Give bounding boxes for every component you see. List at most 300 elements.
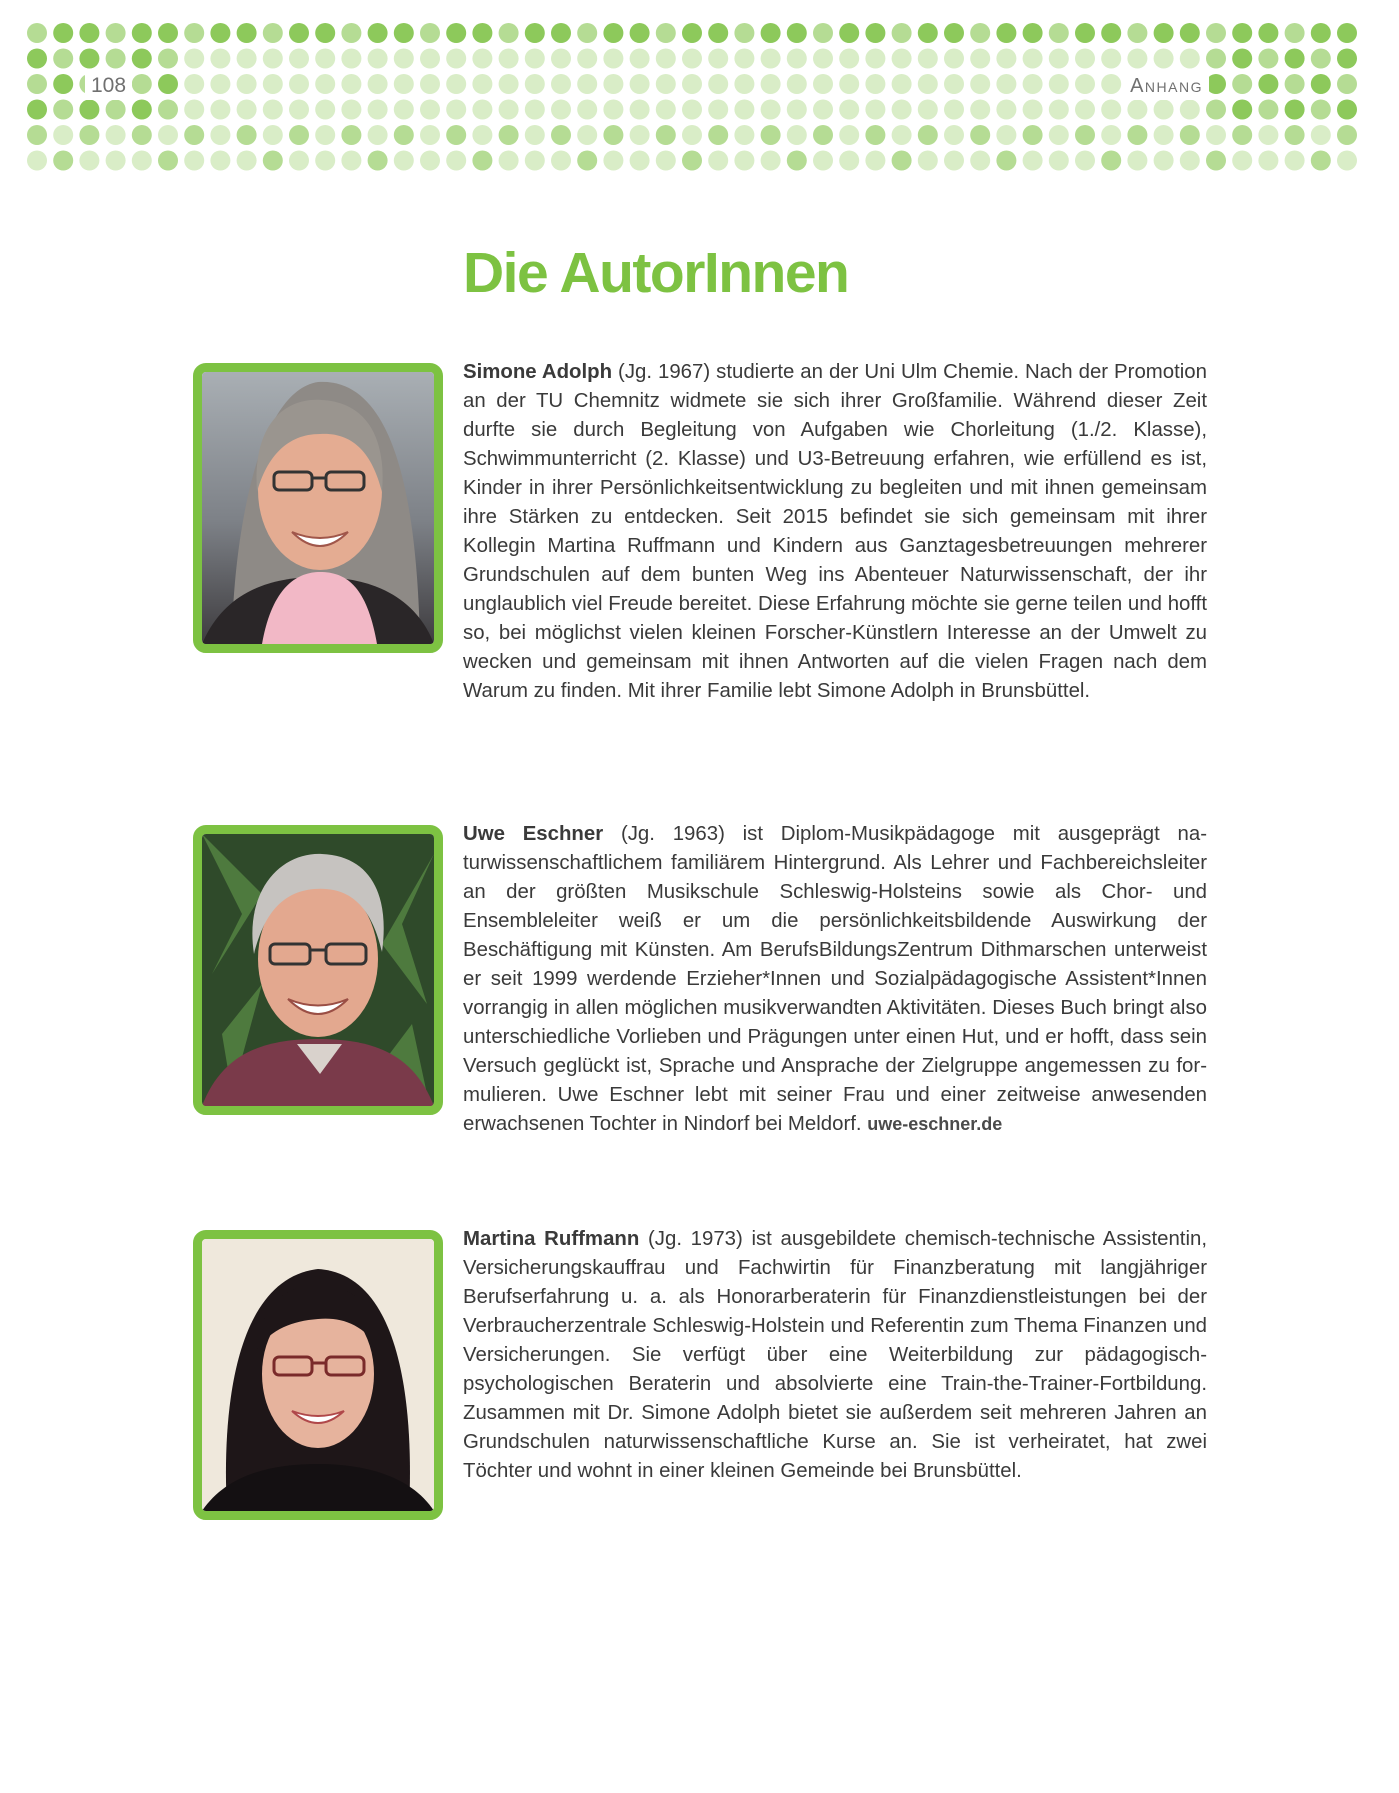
author-bio-text: (Jg. 1973) ist ausgebildete chemisch-technische Assistentin, Versicherungskauffrau und Fachwirtin für Finanzberatung mit langjähriger Berufserfahrung u. a. als Honorarberaterin für Finanzdienstleistungen bei der Verbraucherzentrale Schleswig-Holstein und Referentin zum Thema Finanzen und Versicherungen. Sie verfügt über eine Weiterbildung zur pädagogisch-psychologischen Beraterin und absolvierte eine Train-the-Trainer-Fortbildung. Zusammen mit Dr. Simone Adolph bietet sie außerdem seit mehreren Jahren an Grundschulen naturwissenschaftliche Kurse an. Sie ist verheiratet, hat zwei Töchter und wohnt in einer kleinen Gemeinde bei Brunsbüttel.	[463, 1228, 1208, 1482]
decorative-dot	[472, 125, 492, 145]
decorative-dot	[341, 49, 361, 69]
decorative-dot	[944, 23, 964, 43]
decorative-dot	[420, 49, 440, 69]
decorative-dot	[1285, 23, 1305, 43]
decorative-dot	[184, 125, 204, 145]
decorative-dot	[708, 151, 728, 171]
decorative-dot	[1049, 23, 1069, 43]
decorative-dot	[1311, 151, 1331, 171]
decorative-dot	[263, 125, 283, 145]
decorative-dot	[551, 74, 571, 94]
decorative-dot	[1127, 100, 1147, 120]
decorative-dot	[787, 125, 807, 145]
author-photo	[193, 363, 443, 653]
decorative-dot	[1232, 74, 1252, 94]
decorative-dot	[79, 125, 99, 145]
decorative-dot	[1258, 74, 1278, 94]
decorative-dot	[368, 100, 388, 120]
decorative-dot	[1154, 100, 1174, 120]
decorative-dot	[1101, 74, 1121, 94]
decorative-dot	[368, 151, 388, 171]
decorative-dot	[525, 23, 545, 43]
decorative-dot	[970, 100, 990, 120]
decorative-dot	[525, 49, 545, 69]
decorative-dot	[341, 125, 361, 145]
decorative-dot	[210, 23, 230, 43]
decorative-dot	[682, 151, 702, 171]
decorative-dot	[761, 74, 781, 94]
decorative-dot	[315, 23, 335, 43]
decorative-dot	[1206, 49, 1226, 69]
decorative-dot	[1311, 125, 1331, 145]
decorative-dot	[577, 74, 597, 94]
decorative-dot	[210, 125, 230, 145]
decorative-dot	[1049, 74, 1069, 94]
decorative-dot	[708, 74, 728, 94]
decorative-dot	[1337, 49, 1357, 69]
decorative-dot	[368, 74, 388, 94]
decorative-dot	[1311, 49, 1331, 69]
decorative-dot	[944, 74, 964, 94]
decorative-dot	[184, 49, 204, 69]
decorative-dot	[551, 23, 571, 43]
decorative-dot	[892, 23, 912, 43]
author-name: Simone Adolph	[463, 361, 613, 383]
decorative-dot	[472, 151, 492, 171]
decorative-dot	[27, 125, 47, 145]
decorative-dot	[263, 74, 283, 94]
decorative-dot	[315, 74, 335, 94]
decorative-dot	[1180, 23, 1200, 43]
decorative-dot	[315, 125, 335, 145]
decorative-dot	[289, 49, 309, 69]
decorative-dot	[839, 151, 859, 171]
decorative-dot	[1023, 23, 1043, 43]
decorative-dot	[210, 100, 230, 120]
decorative-dot	[682, 23, 702, 43]
decorative-dot	[1206, 23, 1226, 43]
decorative-dot	[499, 125, 519, 145]
decorative-dot	[865, 151, 885, 171]
decorative-dot	[1285, 49, 1305, 69]
decorative-dot	[27, 151, 47, 171]
decorative-dot	[79, 23, 99, 43]
decorative-dot	[865, 23, 885, 43]
decorative-dot	[839, 49, 859, 69]
decorative-dot	[79, 100, 99, 120]
decorative-dot	[79, 49, 99, 69]
decorative-dot	[1180, 100, 1200, 120]
decorative-dot	[813, 74, 833, 94]
decorative-dot	[944, 49, 964, 69]
decorative-dot	[1154, 49, 1174, 69]
decorative-dot	[944, 151, 964, 171]
decorative-dot	[1075, 125, 1095, 145]
decorative-dot	[813, 23, 833, 43]
decorative-dot	[1232, 151, 1252, 171]
decorative-dot	[446, 49, 466, 69]
decorative-dot	[787, 151, 807, 171]
decorative-dot	[263, 100, 283, 120]
decorative-dot	[446, 74, 466, 94]
decorative-dot	[1023, 100, 1043, 120]
decorative-dot	[132, 100, 152, 120]
decorative-dot	[446, 125, 466, 145]
decorative-dot	[525, 74, 545, 94]
decorative-dot	[446, 100, 466, 120]
decorative-dot	[210, 151, 230, 171]
decorative-dot	[918, 74, 938, 94]
decorative-dot	[1154, 125, 1174, 145]
author-name: Uwe Eschner	[463, 823, 604, 845]
decorative-dot	[315, 151, 335, 171]
decorative-dot	[1075, 23, 1095, 43]
decorative-dot	[132, 125, 152, 145]
author-bio	[463, 1225, 1207, 1486]
decorative-dot	[813, 151, 833, 171]
author-bio	[463, 820, 1207, 1139]
decorative-dot	[892, 49, 912, 69]
decorative-dot	[1232, 49, 1252, 69]
decorative-dot	[158, 74, 178, 94]
decorative-dot	[1127, 151, 1147, 171]
decorative-dot	[1337, 23, 1357, 43]
decorative-dot	[656, 100, 676, 120]
decorative-dot	[892, 125, 912, 145]
decorative-dot	[1023, 49, 1043, 69]
author-photo	[193, 1230, 443, 1520]
decorative-dot	[1285, 74, 1305, 94]
decorative-dot	[708, 100, 728, 120]
decorative-dot	[1075, 151, 1095, 171]
decorative-dot	[892, 74, 912, 94]
decorative-dot	[394, 125, 414, 145]
decorative-dot	[394, 74, 414, 94]
decorative-dot	[970, 125, 990, 145]
decorative-dot	[970, 151, 990, 171]
decorative-dot	[1101, 125, 1121, 145]
decorative-dot	[1206, 100, 1226, 120]
decorative-dot	[420, 151, 440, 171]
decorative-dot	[892, 100, 912, 120]
author-website: uwe-eschner.de	[867, 1114, 1003, 1134]
decorative-dot	[970, 23, 990, 43]
decorative-dot	[472, 74, 492, 94]
decorative-dot	[368, 125, 388, 145]
decorative-dot	[996, 49, 1016, 69]
decorative-dot	[1101, 100, 1121, 120]
decorative-dot	[839, 23, 859, 43]
decorative-dot	[106, 125, 126, 145]
decorative-dot	[158, 151, 178, 171]
author-photo	[193, 825, 443, 1115]
decorative-dot	[603, 49, 623, 69]
decorative-dot	[1180, 151, 1200, 171]
decorative-dot	[420, 100, 440, 120]
decorative-dot	[210, 49, 230, 69]
decorative-dot	[525, 125, 545, 145]
section-label: Anhang	[1124, 72, 1209, 100]
decorative-dot	[865, 49, 885, 69]
decorative-dot	[1049, 100, 1069, 120]
decorative-dot	[918, 151, 938, 171]
decorative-dot	[1206, 74, 1226, 94]
decorative-dot	[551, 151, 571, 171]
author-bio-text: (Jg. 1967) studierte an der Uni Ulm Chemie. Nach der Promotion an der TU Chemnitz widmete sie sich ihrer Großfamilie. Während dieser Zeit durfte sie durch Begleitung von Aufgaben wie Chorleitung (1./2. Klasse), Schwimmunterricht (2. Klasse) und U3-Betreuung erfahren, wie erfüllend es ist, Kinder in ihrer Persönlichkeitsentwicklung zu begleiten und mit ihnen gemeinsam ihre Stärken zu entdecken. Seit 2015 befindet sie sich gemeinsam mit ihrer Kollegin Martina Ruffmann und Kindern aus Ganztagesbetreuungen mehrerer Grundschulen auf dem bunten Weg ins Abenteuer Naturwissenschaft, der ihr unglaublich viel Freude bereitet. Diese Erfahrung möchte sie gerne teilen und hofft so, bei möglichst vielen kleinen Forscher-Künstlern Interesse an der Umwelt zu wecken und gemeinsam mit ihnen Antworten auf die vielen Fragen nach dem Warum zu finden. Mit ihrer Familie lebt Simone Adolph in Brunsbüttel.	[463, 361, 1207, 702]
decorative-dot	[79, 151, 99, 171]
decorative-dot	[734, 74, 754, 94]
decorative-dot	[996, 23, 1016, 43]
decorative-dot	[184, 151, 204, 171]
decorative-dot	[865, 125, 885, 145]
decorative-dot	[499, 100, 519, 120]
decorative-dot	[341, 151, 361, 171]
decorative-dot	[27, 23, 47, 43]
decorative-dot	[1337, 100, 1357, 120]
decorative-dot	[446, 151, 466, 171]
decorative-dot	[996, 74, 1016, 94]
decorative-dot	[813, 125, 833, 145]
decorative-dot	[1023, 74, 1043, 94]
decorative-dot	[577, 100, 597, 120]
decorative-dot	[27, 100, 47, 120]
decorative-dot	[734, 151, 754, 171]
decorative-dot	[158, 23, 178, 43]
decorative-dot	[1127, 23, 1147, 43]
decorative-dot	[996, 151, 1016, 171]
decorative-dot	[184, 74, 204, 94]
decorative-dot	[682, 100, 702, 120]
decorative-dot	[970, 49, 990, 69]
decorative-dot	[787, 49, 807, 69]
decorative-dot	[787, 100, 807, 120]
decorative-dot	[551, 125, 571, 145]
decorative-dot	[289, 23, 309, 43]
decorative-dot	[577, 49, 597, 69]
header-band	[0, 0, 1399, 190]
decorative-dot	[734, 23, 754, 43]
decorative-dot	[106, 23, 126, 43]
decorative-dot	[53, 100, 73, 120]
decorative-dot	[1075, 49, 1095, 69]
decorative-dot	[184, 100, 204, 120]
decorative-dot	[1180, 125, 1200, 145]
decorative-dot	[892, 151, 912, 171]
decorative-dot	[734, 100, 754, 120]
decorative-dot	[106, 151, 126, 171]
decorative-dot	[761, 49, 781, 69]
decorative-dot	[839, 125, 859, 145]
decorative-dot	[499, 151, 519, 171]
decorative-dot	[499, 49, 519, 69]
decorative-dot	[577, 151, 597, 171]
decorative-dot	[341, 100, 361, 120]
decorative-dot	[341, 23, 361, 43]
decorative-dot	[263, 23, 283, 43]
decorative-dot	[158, 125, 178, 145]
decorative-dot	[944, 125, 964, 145]
decorative-dot	[237, 74, 257, 94]
decorative-dot	[1075, 100, 1095, 120]
decorative-dot	[472, 23, 492, 43]
decorative-dot	[787, 74, 807, 94]
decorative-dot	[630, 125, 650, 145]
decorative-dot	[53, 151, 73, 171]
decorative-dot	[53, 23, 73, 43]
decorative-dot	[656, 74, 676, 94]
decorative-dot	[630, 100, 650, 120]
decorative-dot	[918, 49, 938, 69]
decorative-dot	[132, 23, 152, 43]
decorative-dot	[499, 23, 519, 43]
author-bio	[463, 358, 1207, 706]
decorative-dot	[472, 49, 492, 69]
decorative-dot	[813, 49, 833, 69]
decorative-dot	[368, 49, 388, 69]
portrait-woman-grey-hair	[202, 372, 434, 644]
decorative-dot	[734, 49, 754, 69]
decorative-dot	[918, 23, 938, 43]
decorative-dot	[761, 151, 781, 171]
decorative-dot	[1075, 74, 1095, 94]
decorative-dot	[1206, 125, 1226, 145]
decorative-dot	[1023, 125, 1043, 145]
decorative-dot	[761, 23, 781, 43]
decorative-dot	[525, 100, 545, 120]
decorative-dot	[158, 100, 178, 120]
decorative-dot	[237, 151, 257, 171]
decorative-dot	[577, 125, 597, 145]
decorative-dot	[237, 49, 257, 69]
decorative-dot	[1311, 23, 1331, 43]
decorative-dot	[263, 151, 283, 171]
decorative-dot	[813, 100, 833, 120]
decorative-dot	[525, 151, 545, 171]
decorative-dot	[315, 100, 335, 120]
decorative-dot	[1180, 49, 1200, 69]
decorative-dot	[708, 23, 728, 43]
decorative-dot	[734, 125, 754, 145]
decorative-dot	[656, 151, 676, 171]
decorative-dot	[682, 74, 702, 94]
decorative-dot	[603, 151, 623, 171]
decorative-dot	[630, 23, 650, 43]
decorative-dot	[106, 49, 126, 69]
decorative-dot	[1258, 151, 1278, 171]
decorative-dot	[289, 125, 309, 145]
decorative-dot	[289, 100, 309, 120]
decorative-dot	[656, 23, 676, 43]
decorative-dot	[368, 23, 388, 43]
portrait-woman-dark-hair	[202, 1239, 434, 1511]
decorative-dot	[630, 151, 650, 171]
decorative-dot	[53, 49, 73, 69]
decorative-dot	[394, 49, 414, 69]
decorative-dot	[918, 125, 938, 145]
decorative-dot	[761, 100, 781, 120]
decorative-dot	[656, 125, 676, 145]
decorative-dot	[446, 23, 466, 43]
decorative-dot	[1049, 151, 1069, 171]
decorative-dot	[1285, 151, 1305, 171]
decorative-dot	[341, 74, 361, 94]
decorative-dot	[263, 49, 283, 69]
decorative-dot	[551, 49, 571, 69]
decorative-dot	[1258, 49, 1278, 69]
decorative-dot	[839, 100, 859, 120]
decorative-dot	[237, 125, 257, 145]
decorative-dot	[603, 74, 623, 94]
decorative-dot	[1101, 49, 1121, 69]
decorative-dot	[394, 151, 414, 171]
decorative-dot	[708, 49, 728, 69]
decorative-dot	[1023, 151, 1043, 171]
decorative-dot	[603, 125, 623, 145]
decorative-dot	[420, 23, 440, 43]
decorative-dot	[1337, 151, 1357, 171]
decorative-dot	[1311, 100, 1331, 120]
decorative-dot	[1127, 49, 1147, 69]
decorative-dot	[289, 151, 309, 171]
decorative-dot	[787, 23, 807, 43]
decorative-dot	[1258, 100, 1278, 120]
decorative-dot	[1049, 125, 1069, 145]
decorative-dot	[630, 74, 650, 94]
decorative-dot	[158, 49, 178, 69]
decorative-dot	[499, 74, 519, 94]
decorative-dot	[1049, 49, 1069, 69]
decorative-dot	[577, 23, 597, 43]
decorative-dot	[237, 100, 257, 120]
decorative-dot	[237, 23, 257, 43]
decorative-dot	[1101, 23, 1121, 43]
page-title: Die AutorInnen	[463, 241, 849, 305]
decorative-dot	[210, 74, 230, 94]
decorative-dot	[603, 100, 623, 120]
decorative-dot	[1311, 74, 1331, 94]
decorative-dot	[865, 74, 885, 94]
decorative-dot	[289, 74, 309, 94]
decorative-dot	[132, 151, 152, 171]
decorative-dot	[839, 74, 859, 94]
author-name: Martina Ruffmann	[463, 1228, 640, 1250]
decorative-dot	[970, 74, 990, 94]
decorative-dot	[603, 23, 623, 43]
decorative-dot	[708, 125, 728, 145]
decorative-dot	[1337, 125, 1357, 145]
decorative-dot	[1206, 151, 1226, 171]
decorative-dot	[394, 23, 414, 43]
decorative-dot	[53, 125, 73, 145]
decorative-dot	[394, 100, 414, 120]
decorative-dot	[1285, 125, 1305, 145]
decorative-dot	[1101, 151, 1121, 171]
author-bio-text: (Jg. 1963) ist Diplom-Musikpädagoge mit ausgeprägt naturwissenschaftlichem familiärem Hintergrund. Als Lehrer und Fachbereichsleiter an der größten Musikschule Schleswig-Holsteins sowie als Chor- und Ensembleleiter weiß er um die persönlichkeitsbildende Auswirkung der Beschäftigung mit Künsten. Am BerufsBildungsZentrum Dithmarschen unterweist er seit 1999 werdende Erzieher*Innen und Sozialpädagogische Assistent*Innen vorrangig in allen möglichen musikverwandten Aktivitäten. Dieses Buch bringt also unterschiedliche Vorlieben und Prägungen unter einen Hut, und er hofft, dass sein Versuch geglückt ist, Sprache und Ansprache der Zielgruppe angemessen zu formulieren. Uwe Eschner lebt mit seiner Frau und einer zeitweise anwesenden erwachsenen Tochter in Nindorf bei Meldorf.	[463, 823, 1208, 1135]
decorative-dot	[420, 74, 440, 94]
decorative-dot	[132, 74, 152, 94]
decorative-dot	[682, 49, 702, 69]
decorative-dot	[630, 49, 650, 69]
page-number: 108	[85, 72, 132, 100]
decorative-dot	[132, 49, 152, 69]
decorative-dot	[420, 125, 440, 145]
decorative-dot	[996, 100, 1016, 120]
decorative-dot	[472, 100, 492, 120]
decorative-dot	[682, 125, 702, 145]
decorative-dot	[1232, 100, 1252, 120]
decorative-dot	[761, 125, 781, 145]
decorative-dot	[1337, 74, 1357, 94]
